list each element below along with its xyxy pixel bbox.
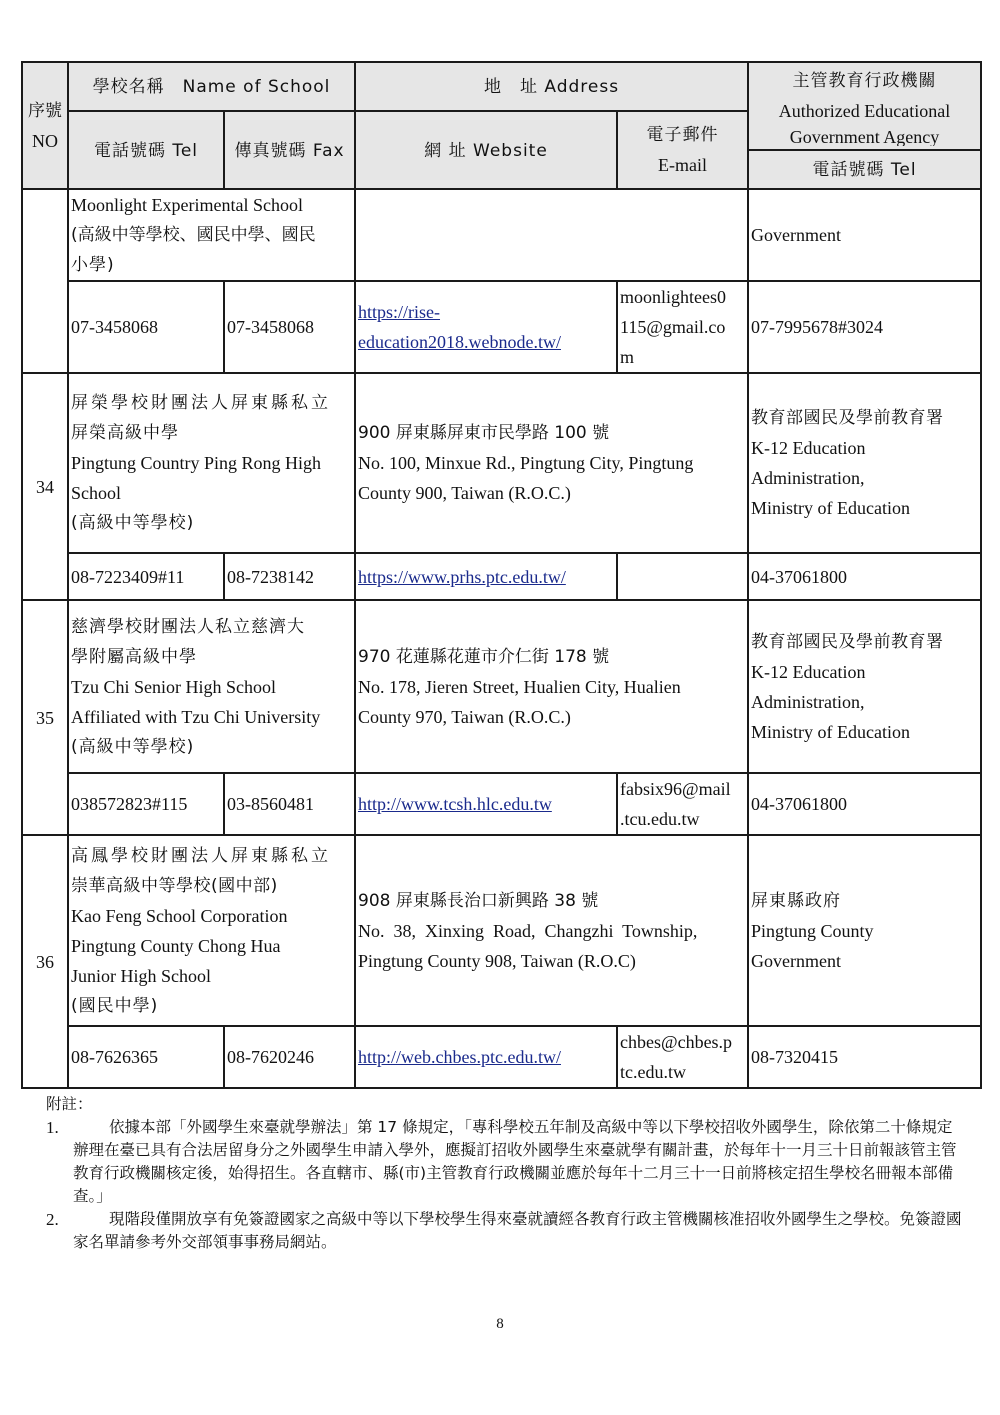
header-address: 地 址 Address: [355, 62, 748, 111]
website-cell: [355, 281, 617, 373]
footnotes-title: 附註：: [46, 1095, 93, 1113]
header-fax: 傳真號碼 Fax: [224, 111, 355, 189]
footnote-item: [46, 1116, 966, 1208]
page-number: 8: [496, 1316, 504, 1332]
address-cell: 908 屏東縣長治口新興路 38 號 No. 38, Xinxing Road, Changzhi Township, Pingtung County 908, Taiwan (R.O.C): [355, 835, 748, 1026]
table-row: [22, 600, 981, 773]
school-name-cell: 慈濟學校財團法人私立慈濟大 學附屬高級中學 Tzu Chi Senior High School Affiliated with Tzu Chi University (高級中等學校): [68, 600, 355, 773]
agency-tel-cell: 07-7995678#3024: [748, 281, 981, 373]
agency-cell: Government: [748, 189, 981, 281]
email-cell: [617, 553, 748, 600]
footnote-number: 2.: [46, 1210, 59, 1229]
tel-cell: 038572823#115: [68, 773, 224, 835]
header-agency-tel: 電話號碼 Tel: [748, 150, 981, 189]
footnotes: [46, 1093, 966, 1254]
agency-tel-cell: 08-7320415: [748, 1026, 981, 1088]
website-link[interactable]: https://rise- education2018.webnode.tw/: [358, 302, 561, 352]
website-cell: [355, 773, 617, 835]
address-cell: 970 花蓮縣花蓮市介仁街 178 號 No. 178, Jieren Street, Hualien City, Hualien County 970, Taiwan (R.O.C.): [355, 600, 748, 773]
table-row: [22, 835, 981, 1026]
table-row: [22, 373, 981, 553]
tel-cell: 07-3458068: [68, 281, 224, 373]
footnote-text: 現階段僅開放享有免簽證國家之高級中等以下學校學生得來臺就讀經各教育行政主管機關核准招收外國學生之學校。免簽證國家名單請參考外交部領事事務局網站。: [73, 1210, 962, 1251]
header-agency-en-1: Authorized Educational: [778, 101, 951, 121]
header-agency: [748, 62, 981, 150]
fax-cell: 08-7620246: [224, 1026, 355, 1088]
header-agency-en-2: Government Agency: [789, 127, 940, 146]
fax-cell: 08-7238142: [224, 553, 355, 600]
school-name-cell: 屏榮學校財團法人屏東縣私立 屏榮高級中學 Pingtung Country Ping Rong High School (高級中等學校): [68, 373, 355, 553]
header-email-zh: 電子郵件: [646, 125, 719, 145]
table-row-contact: [22, 553, 981, 600]
header-agency-zh: 主管教育行政機關: [792, 71, 937, 91]
header-school-name: 學校名稱 Name of School: [68, 62, 355, 111]
row-number: 34: [22, 373, 68, 600]
website-link[interactable]: http://web.chbes.ptc.edu.tw/: [358, 1047, 561, 1067]
row-number: 36: [22, 835, 68, 1088]
header-email: [617, 111, 748, 189]
header-no: [22, 62, 68, 189]
header-tel: 電話號碼 Tel: [68, 111, 224, 189]
table-row-contact: [22, 1026, 981, 1088]
website-link[interactable]: https://www.prhs.ptc.edu.tw/: [358, 566, 566, 587]
row-number: [22, 189, 68, 373]
header-website: 網 址 Website: [355, 111, 617, 189]
fax-cell: 07-3458068: [224, 281, 355, 373]
school-name-cell: 高鳳學校財團法人屏東縣私立 崇華高級中等學校(國中部) Kao Feng School Corporation Pingtung County Chong Hua Junior High School (國民中學): [68, 835, 355, 1026]
header-no-en: NO: [32, 130, 58, 151]
header-no-zh: 序號: [28, 100, 62, 121]
website-cell: [355, 553, 617, 600]
agency-cell: 教育部國民及學前教育署 K-12 Education Administration, Ministry of Education: [748, 600, 981, 773]
address-cell: [355, 189, 748, 281]
email-cell: chbes@chbes.p tc.edu.tw: [617, 1026, 748, 1088]
email-cell: moonlightees0 115@gmail.co m: [617, 281, 748, 373]
tel-cell: 08-7626365: [68, 1026, 224, 1088]
address-cell: 900 屏東縣屏東市民學路 100 號 No. 100, Minxue Rd., Pingtung City, Pingtung County 900, Taiwan (R.O.C.): [355, 373, 748, 553]
email-cell: fabsix96@mail .tcu.edu.tw: [617, 773, 748, 835]
footnote-item: [46, 1208, 966, 1254]
header-email-en: E-mail: [658, 155, 708, 175]
row-number: 35: [22, 600, 68, 835]
table-row-contact: [22, 281, 981, 373]
tel-cell: 08-7223409#11: [68, 553, 224, 600]
table-row-contact: [22, 773, 981, 835]
website-cell: [355, 1026, 617, 1088]
school-table: [21, 61, 982, 1089]
agency-cell: 教育部國民及學前教育署 K-12 Education Administration, Ministry of Education: [748, 373, 981, 553]
website-link[interactable]: http://www.tcsh.hlc.edu.tw: [358, 794, 552, 814]
school-name-cell: Moonlight Experimental School (高級中等學校、國民中學、國民 小學): [68, 189, 355, 281]
footnote-text: 依據本部「外國學生來臺就學辦法」第 17 條規定，「專科學校五年制及高級中等以下學校招收外國學生，除依第二十條規定辦理在臺已具有合法居留身分之外國學生申請入學外，應擬訂招收外國學生來臺就學有關計畫，於每年十一月三十日前報該管主管教育行政機關核定後，始得招生。各直轄市、縣(市)主管教育行政機關並應於每年十二月三十一日前將核定招生學校名冊報本部備查。」: [73, 1118, 957, 1205]
fax-cell: 03-8560481: [224, 773, 355, 835]
agency-tel-cell: 04-37061800: [748, 553, 981, 600]
agency-tel-cell: 04-37061800: [748, 773, 981, 835]
table-row: [22, 189, 981, 281]
footnote-number: 1.: [46, 1118, 59, 1137]
agency-cell: 屏東縣政府 Pingtung County Government: [748, 835, 981, 1026]
